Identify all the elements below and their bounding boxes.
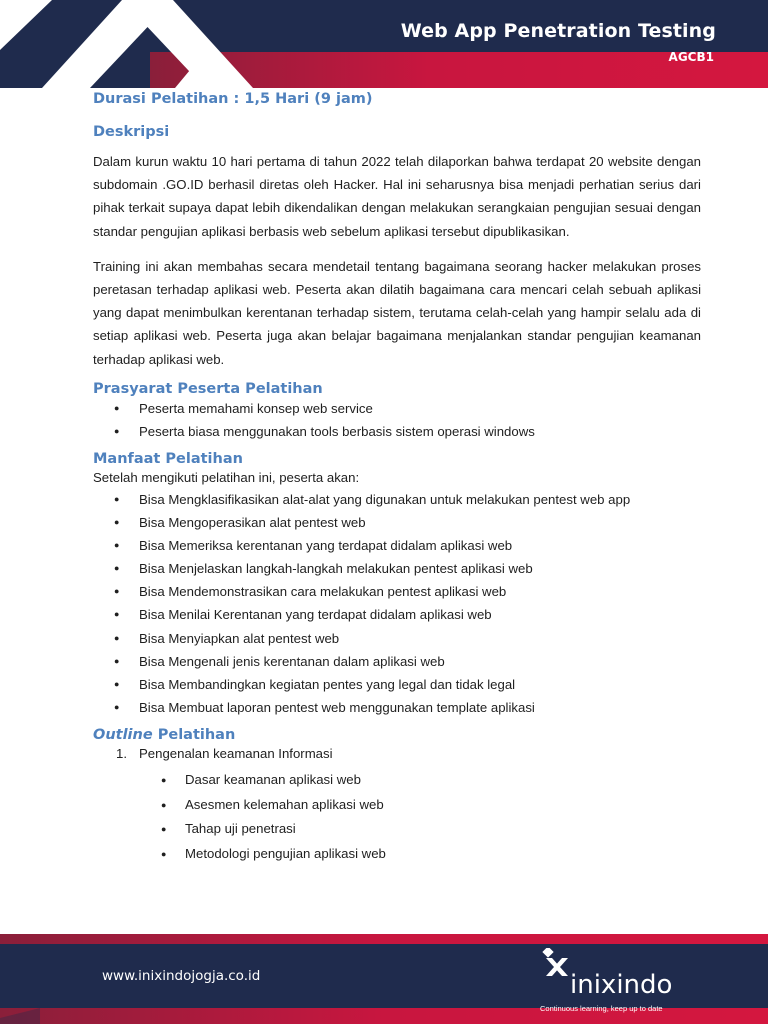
list-item: ● Bisa Mengoperasikan alat pentest web (93, 511, 701, 534)
list-item: ● Bisa Mengklasifikasikan alat-alat yang digunakan untuk melakukan pentest web app (93, 488, 701, 511)
list-item: ● Peserta memahami konsep web service (93, 397, 701, 420)
list-item: ● Bisa Membuat laporan pentest web menggunakan template aplikasi (93, 696, 701, 719)
outline-section-label: Pengenalan keamanan Informasi (139, 745, 333, 761)
outline-list (93, 743, 701, 765)
inixindo-logo (540, 948, 690, 1018)
outline-heading (93, 727, 701, 743)
list-item: ● Bisa Menyiapkan alat pentest web (93, 627, 701, 650)
website-link[interactable]: www.inixindojogja.co.id (102, 968, 261, 984)
benefits-intro: Setelah mengikuti pelatihan ini, peserta akan: (93, 470, 360, 486)
prerequisites-heading: Prasyarat Peserta Pelatihan (93, 380, 323, 397)
header-decoration (0, 0, 768, 88)
prerequisites-list (93, 397, 701, 443)
list-item: ● Peserta biasa menggunakan tools berbasis sistem operasi windows (93, 420, 701, 443)
list-item: ● Bisa Memeriksa kerentanan yang terdapat didalam aplikasi web (93, 534, 701, 557)
outline-heading-rest: Pelatihan (152, 726, 236, 743)
logo-wordmark: inixindo (570, 970, 673, 1000)
list-item: ● Dasar keamanan aplikasi web (93, 768, 701, 793)
description-heading: Deskripsi (93, 124, 170, 140)
x-logo-icon (542, 948, 570, 978)
list-item: ● Bisa Membandingkan kegiatan pentes yang legal dan tidak legal (93, 673, 701, 696)
benefits-heading: Manfaat Pelatihan (93, 451, 243, 468)
outline-heading-italic: Outline (93, 726, 153, 743)
list-item: ● Bisa Mendemonstrasikan cara melakukan pentest aplikasi web (93, 580, 701, 603)
list-item: ● Tahap uji penetrasi (93, 817, 701, 842)
outline-subtopics (93, 768, 701, 866)
description-paragraph-1: Dalam kurun waktu 10 hari pertama di tahun 2022 telah dilaporkan bahwa terdapat 20 website dengan subdomain .GO.ID berhasil diretas oleh Hacker. Hal ini seharusnya bisa menjadi perhatian serius dari pihak terkait supaya dapat lebih dikendalikan dengan melakukan serangkaian pengujian sesuai dengan standar pengujian aplikasi berbasis web sebelum aplikasi tersebut dipublikasikan. (93, 154, 701, 239)
document-title: Web App Penetration Testing (400, 20, 716, 42)
description-paragraph-2: Training ini akan membahas secara mendetail tentang bagaimana seorang hacker melakukan proses peretasan terhadap aplikasi web. Peserta akan dilatih bagaimana cara mencari celah sebuah aplikasi yang dapat menimbulkan kerentanan terhadap sistem, terutama celah-celah yang hampir selalu ada di setiap aplikasi web. Peserta juga akan belajar bagaimana menjalankan standar pengujian keamanan terhadap aplikasi web. (93, 258, 701, 367)
benefits-list (93, 488, 701, 719)
page-header (0, 0, 768, 88)
list-item: ● Asesmen kelemahan aplikasi web (93, 793, 701, 818)
list-item: ● Bisa Menilai Kerentanan yang terdapat didalam aplikasi web (93, 603, 701, 626)
document-body (93, 88, 701, 866)
list-item: ● Metodologi pengujian aplikasi web (93, 842, 701, 867)
outline-section-number: 1. (116, 745, 127, 761)
training-duration: Durasi Pelatihan : 1,5 Hari (9 jam) (93, 91, 373, 107)
list-item: ● Bisa Menjelaskan langkah-langkah melakukan pentest aplikasi web (93, 557, 701, 580)
course-code: AGCB1 (668, 50, 714, 64)
list-item: ● Bisa Mengenali jenis kerentanan dalam aplikasi web (93, 650, 701, 673)
page-footer (0, 934, 768, 1024)
logo-tagline: Continuous learning, keep up to date (540, 1004, 663, 1013)
outline-section (93, 743, 701, 765)
